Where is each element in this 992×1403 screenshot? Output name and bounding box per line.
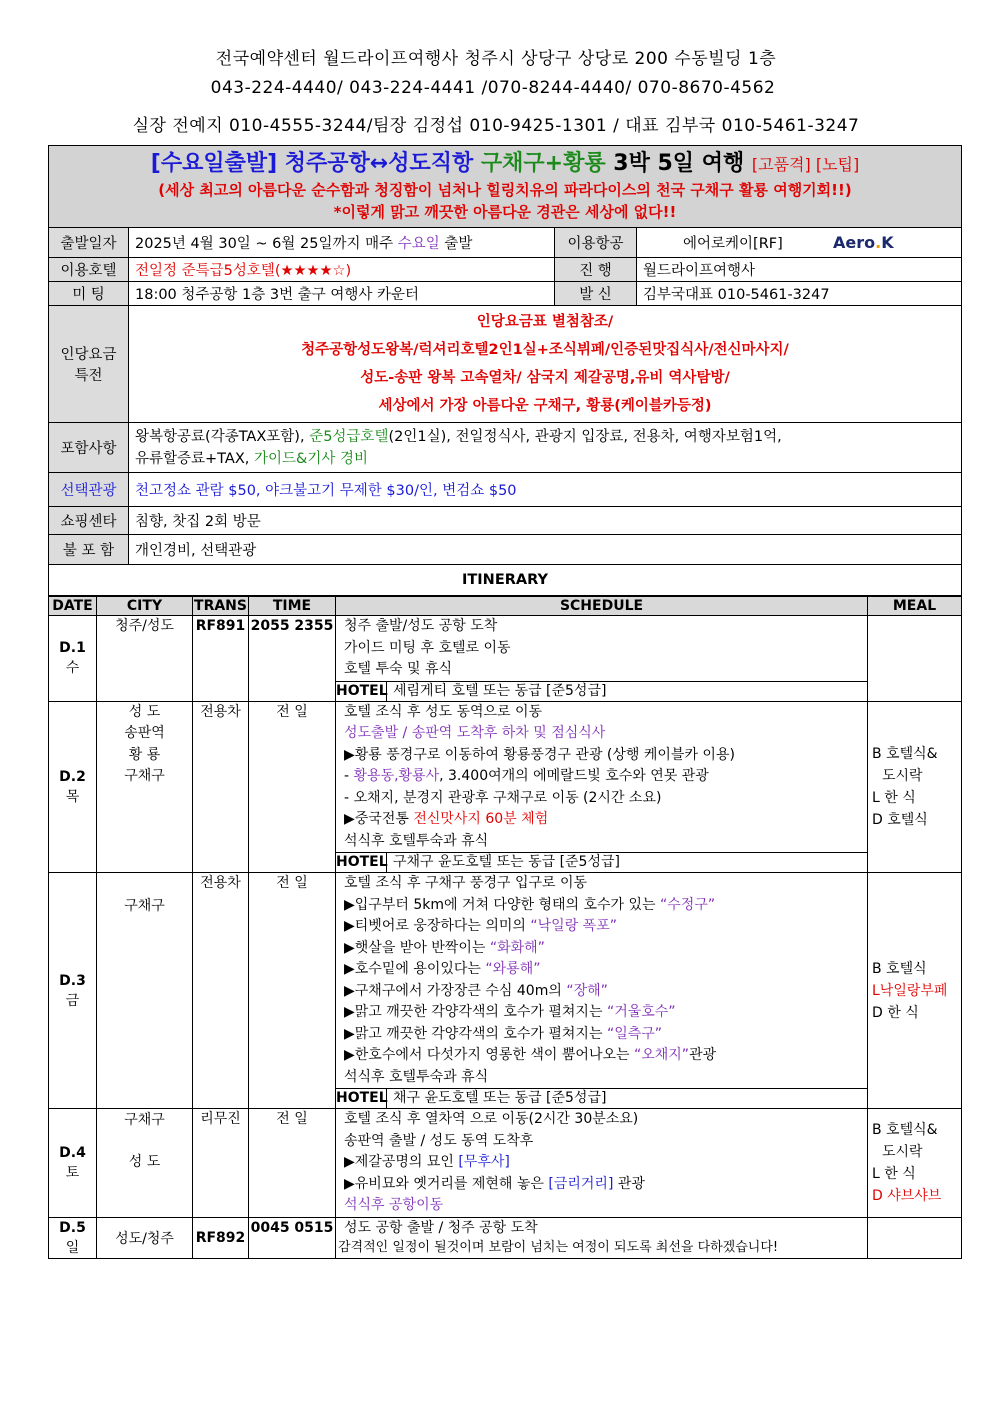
- shopping-label: 쇼핑센타: [49, 507, 129, 535]
- itinerary-header-row: DATE CITY TRANS TIME SCHEDULE MEAL: [49, 597, 962, 616]
- sender-value: 김부국대표 010-5461-3247: [637, 282, 962, 306]
- shopping-value: 침향, 찻집 2회 방문: [129, 507, 962, 535]
- agency-contacts: 실장 전예지 010-4555-3244/팀장 김정섭 010-9425-1301 / 대표 김부국 010-5461-3247: [132, 116, 860, 136]
- optional-value: 천고정쇼 관람 $50, 야크불고기 무제한 $30/인, 변검쇼 $50: [129, 473, 962, 507]
- proceed-value: 월드라이프여행사: [637, 258, 962, 282]
- excluded-value: 개인경비, 선택관광: [129, 535, 962, 565]
- perks-label: 인당요금 특전: [49, 306, 129, 423]
- subtitle-1: (세상 최고의 아름다운 순수함과 청징함이 넘처나 힐링치유의 파라다이스의 천국 구채구 활룡 여행기회!!): [158, 181, 852, 199]
- itinerary-table: [48, 596, 962, 1259]
- sender-label: 발 신: [555, 282, 637, 306]
- itinerary-row-d4: D.4 토 구채구 성 도 리무진 전 일 호텔 조식 후 열차역 으로 이동(2시간 30분소요) 송판역 출발 / 성도 동역 도착후 ▶제갈공명의 묘인 [무후사] ▶유비묘와 옛거리를 제현해 놓은 [금리거리] 관광 석식후 공항이동 B 호텔식& 도시락 L 한 식 D 샤브샤브: [49, 1109, 962, 1218]
- meeting-value: 18:00 청주공항 1층 3번 출구 여행사 카운터: [129, 282, 555, 306]
- depart-value: 2025년 4월 30일 ~ 6월 25일까지 매주 수요일 출발: [129, 228, 555, 258]
- itinerary-row-d5: D.5 일 성도/청주 RF892 0045 0515 성도 공항 출발 / 청주 공항 도착 감격적인 일정이 될것이며 보람이 넘치는 여정이 되도록 최선을 다하겠습니다!: [49, 1217, 962, 1258]
- agency-address: 전국예약센터 월드라이프여행사 청주시 상당구 상당로 200 수동빌딩 1층: [215, 49, 777, 69]
- page-title: [수요일출발] 청주공항↔성도직항 구채구+황룡 3박 5일 여행 [고품격] [노팁]: [150, 151, 860, 176]
- aerok-logo: Aero.K: [833, 233, 894, 252]
- tour-info-table: [48, 145, 962, 596]
- airline-label: 이용항공: [555, 228, 637, 258]
- title-tags: [고품격] [노팁]: [751, 155, 860, 174]
- excluded-label: 불 포 함: [49, 535, 129, 565]
- itinerary-row-d2: D.2 목 성 도 송판역 황 룡 구채구 전용차 전 일 호텔 조식 후 성도 동역으로 이동 성도출발 / 송판역 도착후 하차 및 점심식사 ▶황룡 풍경구로 이동하여 황룡풍경구 관광 (상행 케이블카 이용) - 황용동,황룡사, 3.400여개의 에메랄드빛 호수와 연못 관광 - 오채지, 분경지 관광후 구채구로 이동 (2시간 소요) ▶중국전통 전신맛사지 60분 체험 석식후 호텔투숙과 휴식 HOTEL 구채구 윤도호텔 또는 동급 [준5성급] B 호텔식& 도시락 L 한 식 D 호텔식: [49, 701, 962, 873]
- tour-document: [48, 145, 962, 1259]
- included-value: 왕복항공료(각종TAX포함), 준5성급호텔(2인1실), 전일정식사, 관광지 입장료, 전용차, 여행자보험1억, 유류할증료+TAX, 가이드&기사 경비: [129, 423, 962, 473]
- airline-value: 에어로케이[RF] Aero.K: [637, 228, 962, 258]
- depart-label: 출발일자: [49, 228, 129, 258]
- itinerary-row-d1: D.1 수 청주/성도 RF891 2055 2355 청주 출발/성도 공항 도착 가이드 미팅 후 호텔로 이동 호텔 투숙 및 휴식 HOTEL 세림게티 호텔 또는 동급 [준5성급]: [49, 616, 962, 702]
- itinerary-title: ITINERARY: [49, 565, 962, 596]
- agency-phones: 043-224-4440/ 043-224-4441 /070-8244-4440/ 070-8670-4562: [210, 78, 776, 98]
- itinerary-row-d3: D.3 금 구채구 전용차 전 일 호텔 조식 후 구채구 풍경구 입구로 이동 ▶입구부터 5km에 거쳐 다양한 형태의 호수가 있는 “수정구” ▶티벳어로 웅장하다는 의미의 “낙일랑 폭포” ▶햇살을 받아 반짝이는 “화화해” ▶호수밑에 용이있다는 “와룡해” ▶구채구에서 가장장큰 수심 40m의 “장해” ▶맑고 깨끗한 각양각색의 호수가 펼쳐지는 “거울호수” ▶맑고 깨끗한 각양각색의 호수가 펼쳐지는 “일측구” ▶한호수에서 다섯가지 영롱한 색이 뿜어나오는 “오채지”관광 석식후 호텔투숙과 휴식 HOTEL 채구 윤도호텔 또는 동급 [준5성급] B 호텔식 L낙일랑부페 D 한 식: [49, 873, 962, 1109]
- title-block: [49, 146, 962, 228]
- proceed-label: 진 행: [555, 258, 637, 282]
- subtitle-2: *이렇게 맑고 깨끗한 아름다운 경관은 세상에 없다!!: [333, 203, 677, 221]
- included-label: 포함사항: [49, 423, 129, 473]
- meeting-label: 미 팅: [49, 282, 129, 306]
- optional-label: 선택관광: [49, 473, 129, 507]
- perks-value: 인당요금표 별첨참조/ 청주공항성도왕복/럭셔리호텔2인1실+조식뷔페/인증된맛집식사/전신마사지/ 성도-송판 왕복 고속열차/ 삼국지 제갈공명,유비 역사탐방/ 세상에서 가장 아름다운 구채구, 황룡(케이블카등정): [129, 306, 962, 423]
- hotel-label: 이용호텔: [49, 258, 129, 282]
- hotel-value: 전일정 준특급5성호텔(★★★★☆): [129, 258, 555, 282]
